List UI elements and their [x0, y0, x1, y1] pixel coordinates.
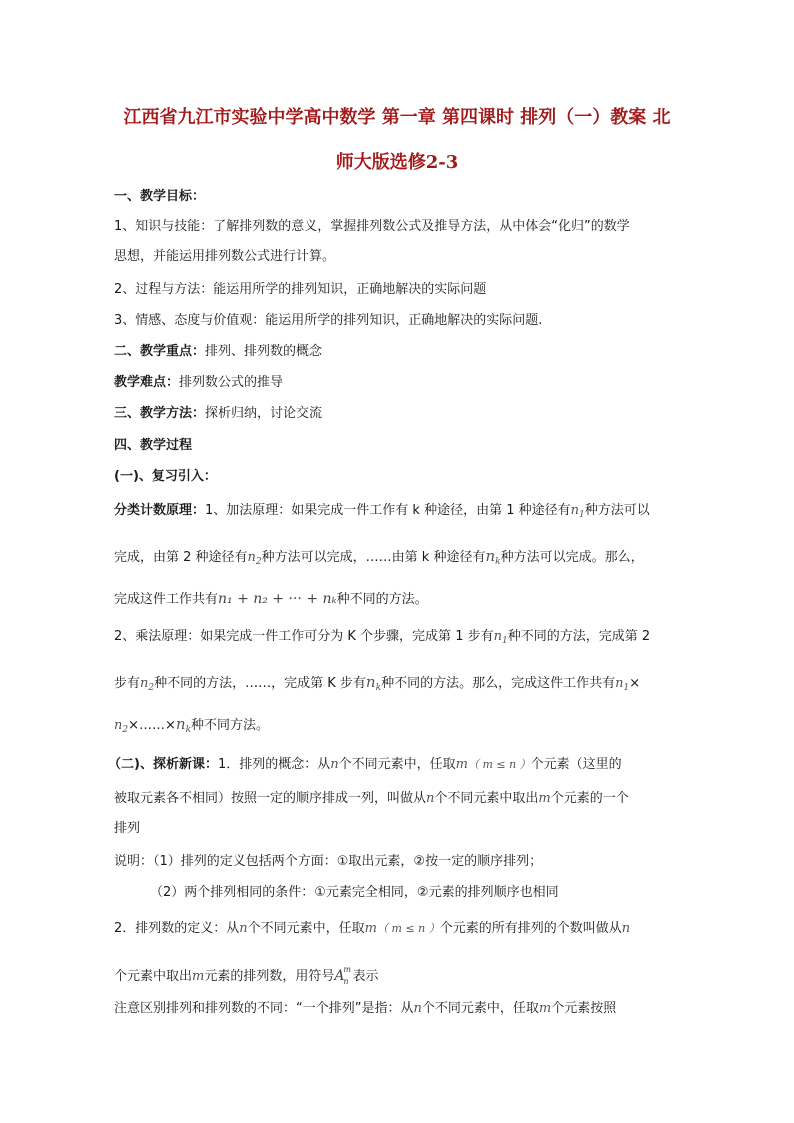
var-m: m: [364, 921, 377, 936]
goal-1-line-1: 1、知识与技能：了解排列数的意义，掌握排列数公式及推导方法，从中体会“化归”的数学: [114, 219, 630, 234]
multiplication-text-1: 2、乘法原理：如果完成一件工作可分为 K 个步骤，完成第 1 步有: [114, 629, 494, 644]
def-text-3: 个元素的所有排列的个数叫做从: [439, 921, 622, 936]
def-text-5: 元素的排列数，用符号: [204, 969, 335, 984]
def-text-6: 表示: [352, 969, 379, 984]
concept-text-6: 个元素的一个: [550, 791, 629, 806]
addition-text-2: 种方法可以: [584, 503, 650, 518]
symbol-a: A: [334, 968, 345, 984]
multiplication-principle-line-1: [114, 628, 694, 650]
var-n: n: [239, 921, 248, 936]
def-text-2: 个不同元素中，任取: [247, 921, 365, 936]
concept-text-5: 个不同元素中取出: [434, 791, 539, 806]
var-sub: 2: [255, 557, 262, 567]
concept-text-1: 1．排列的概念：从: [217, 757, 331, 772]
def-text-1: 2．排列数的定义：从: [114, 921, 240, 936]
var-sub: 1: [501, 636, 508, 646]
var-n: n: [485, 547, 496, 565]
times-sign: ×: [629, 676, 641, 691]
multiplication-text-3: 步有: [114, 676, 141, 691]
teaching-methods-text: 探析归纳，讨论交流: [205, 406, 323, 421]
addition-principle-line-1: [114, 502, 694, 524]
distinction-text-3: 个元素按照: [551, 1001, 617, 1016]
var-n: n: [493, 629, 502, 644]
var-n: n: [426, 791, 435, 806]
distinction-text-1: 注意区别排列和排列数的不同：“一个排列”是指：从: [114, 1001, 414, 1016]
document-title-line-1: 江西省九江市实验中学高中数学 第一章 第四课时 排列（一）教案 北: [123, 107, 671, 128]
var-m: m: [192, 969, 205, 984]
difficult-points: [114, 374, 694, 392]
multiplication-principle-line-2: [114, 673, 694, 697]
teaching-methods: [114, 405, 694, 423]
symbol-a-subscript: n: [343, 977, 349, 986]
distinction-text-2: 个不同元素中，任取: [421, 1001, 539, 1016]
multiplication-text-2: 种不同的方法，完成第 2: [507, 629, 651, 644]
var-sub: 1: [579, 510, 585, 520]
addition-text-5: 种方法可以完成。那么，: [500, 550, 644, 565]
section-process-heading: 四、教学过程: [114, 438, 193, 453]
multiplication-text-6: ×……×: [128, 718, 176, 733]
counting-principle-label: 分类计数原理：: [114, 503, 206, 518]
multiplication-text-4: 种不同的方法，……，完成第 K 步有: [154, 676, 366, 691]
addition-text-3: 完成，由第 2 种途径有: [114, 550, 248, 565]
var-n: n: [140, 676, 149, 691]
multiplication-principle-line-3: [114, 715, 694, 739]
section-objectives-heading: 一、教学目标：: [114, 189, 206, 204]
key-points: [114, 343, 694, 361]
difficult-points-text: 排列数公式的推导: [179, 375, 284, 390]
var-m: m: [538, 1001, 552, 1016]
multiplication-text-5: 种不同的方法。那么，完成这件工作共有: [381, 676, 616, 691]
addition-text-1: 1、加法原理：如果完成一件工作有 k 种途径，由第 1 种途径有: [205, 503, 571, 518]
section-review-heading: (一)、复习引入：: [114, 469, 217, 484]
permutation-number-line-1: [114, 920, 694, 938]
concept-text-4: 被取元素各不相同）按照一定的顺序排成一列，叫做从: [114, 791, 427, 806]
goal-2: 2、过程与方法：能运用所学的排列知识，正确地解决的实际问题: [114, 282, 487, 297]
var-m: m: [538, 791, 551, 806]
var-sub: 2: [148, 683, 155, 693]
var-n: n: [615, 676, 624, 691]
difficult-points-heading: 教学难点：: [114, 375, 180, 390]
var-sub: k: [375, 683, 382, 693]
var-sub: k: [495, 557, 501, 567]
key-points-heading: 二、教学重点：: [114, 344, 206, 359]
sum-formula: n₁ + n₂ + ··· + nₖ: [218, 591, 337, 607]
var-n: n: [621, 921, 631, 936]
note-line-2: （2）两个排列相同的条件：①元素完全相同，②元素的排列顺序也相同: [150, 885, 559, 900]
condition-m-le-n: （ m ≤ n ）: [467, 758, 531, 771]
def-text-4: 个元素中取出: [114, 969, 193, 984]
permutation-concept-line-1: [108, 756, 688, 774]
permutation-concept-line-2: [114, 790, 694, 808]
permutation-symbol: [334, 965, 351, 986]
addition-principle-line-2: [114, 547, 694, 571]
var-n: n: [247, 550, 256, 565]
note-line-1: 说明：（1）排列的定义包括两个方面：①取出元素，②按一定的顺序排列；: [114, 854, 543, 869]
teaching-methods-heading: 三、教学方法：: [114, 406, 206, 421]
permutation-concept-line-3: 排列: [114, 821, 141, 836]
addition-text-4: 种方法可以完成，……由第 k 种途径有: [261, 550, 486, 565]
permutation-number-line-2: [114, 967, 694, 986]
condition-m-le-n: （ m ≤ n ）: [377, 922, 440, 935]
var-n: n: [175, 715, 186, 733]
var-m: m: [455, 757, 468, 772]
var-sub: 1: [623, 683, 630, 693]
goal-1-line-2: 思想，并能运用排列数公式进行计算。: [114, 249, 336, 264]
var-sub: 2: [122, 725, 129, 735]
addition-principle-line-3: [114, 590, 694, 609]
multiplication-text-7: 种不同方法。: [191, 718, 270, 733]
distinction-line: [114, 1000, 694, 1018]
var-sub: k: [185, 725, 192, 735]
concept-text-2: 个不同元素中，任取: [338, 757, 456, 772]
var-n: n: [365, 673, 376, 691]
section-new-lesson-heading: （二)、探析新课：: [108, 757, 218, 772]
addition-text-6: 完成这件工作共有: [114, 592, 219, 607]
addition-text-7: 种不同的方法。: [336, 592, 428, 607]
var-n: n: [330, 757, 339, 772]
key-points-text: 排列、排列数的概念: [205, 344, 323, 359]
var-n: n: [114, 718, 123, 733]
concept-text-3: 个元素（这里的: [530, 757, 622, 772]
goal-3: 3、情感、态度与价值观：能运用所学的排列知识，正确地解决的实际问题.: [114, 313, 543, 328]
var-n: n: [570, 503, 579, 518]
var-n: n: [413, 1001, 422, 1016]
symbol-a-superscript: m: [343, 965, 351, 974]
document-title-line-2: 师大版选修2-3: [335, 152, 459, 173]
